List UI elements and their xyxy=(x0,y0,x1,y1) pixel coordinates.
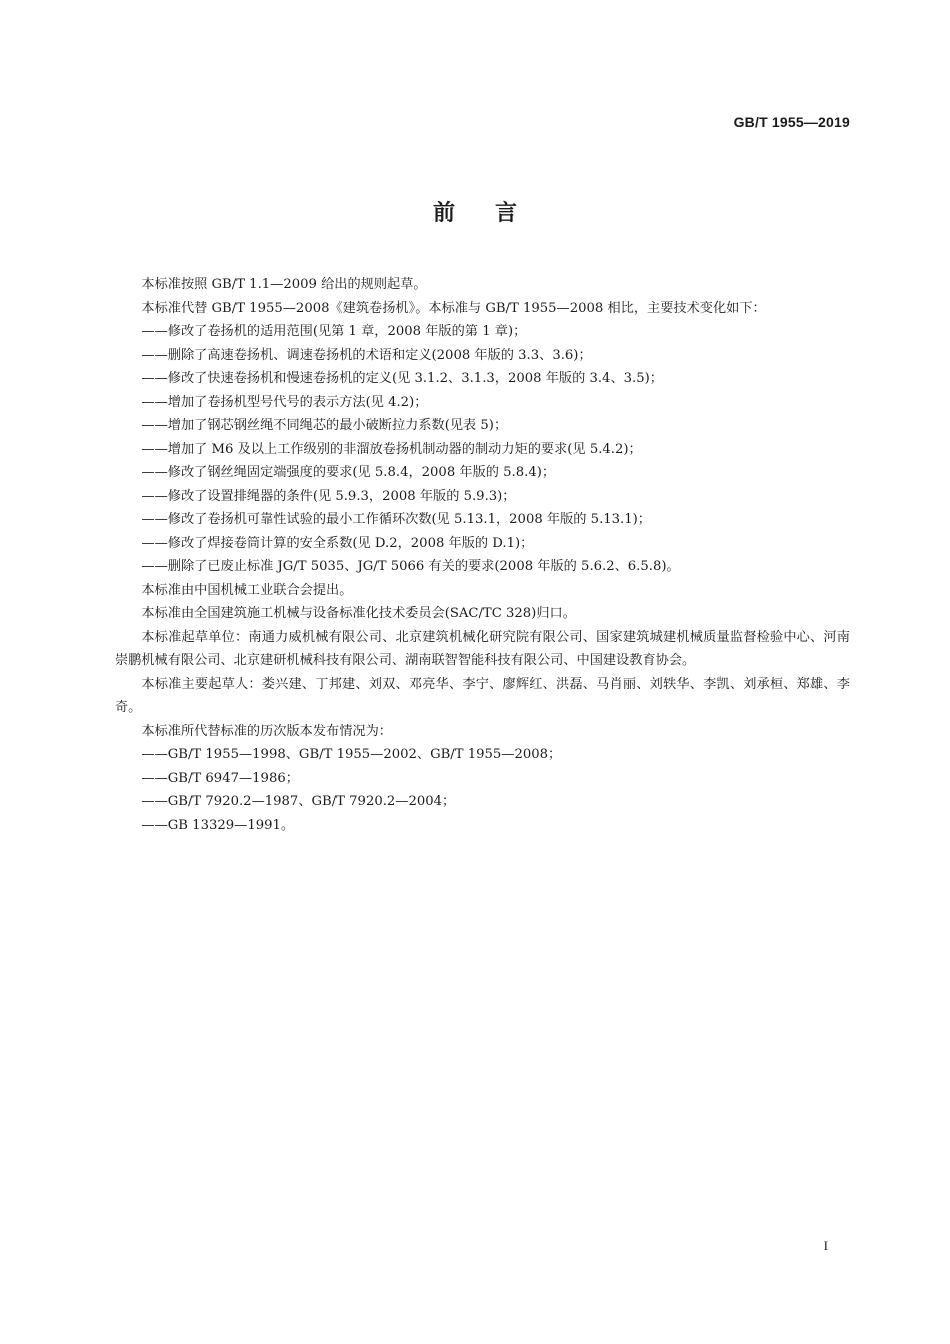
standard-code: GB/T 1955—2019 xyxy=(733,114,850,130)
change-item: ——增加了 M6 及以上工作级别的非溜放卷扬机制动器的制动力矩的要求(见 5.4.2)； xyxy=(141,441,642,457)
change-item: ——修改了钢丝绳固定端强度的要求(见 5.8.4，2008 年版的 5.8.4)； xyxy=(141,465,556,480)
change-item: ——修改了设置排绳器的条件(见 5.9.3，2008 年版的 5.9.3)； xyxy=(141,488,516,504)
paragraph-proposer: 本标准由中国机械工业联合会提出。 xyxy=(141,582,353,598)
history-item: ——GB/T 1955—1998、GB/T 1955—2002、GB/T 1955—2008； xyxy=(141,747,562,762)
change-item: ——删除了已废止标准 JG/T 5035、JG/T 5066 有关的要求(2008 年版的 5.6.2、6.5.8)。 xyxy=(141,559,680,574)
paragraph-history-intro: 本标准所代替标准的历次版本发布情况为： xyxy=(141,723,392,739)
change-item: ——修改了卷扬机可靠性试验的最小工作循环次数(见 5.13.1，2008 年版的 5.13.1)； xyxy=(141,512,651,527)
history-item: ——GB/T 6947—1986； xyxy=(141,770,299,786)
paragraph-drafters: 本标准主要起草人：娄兴建、丁邦建、刘双、邓亮华、李宁、廖辉红、洪磊、马肖丽、刘轶华、李凯、刘承桓、郑雄、李奇。 xyxy=(115,676,850,715)
change-item: ——增加了卷扬机型号代号的表示方法(见 4.2)； xyxy=(141,394,428,410)
change-item: ——修改了快速卷扬机和慢速卷扬机的定义(见 3.1.2、3.1.3，2008 年版的 3.4、3.5)； xyxy=(141,371,663,386)
history-item: ——GB/T 7920.2—1987、GB/T 7920.2—2004； xyxy=(141,794,456,809)
changes-list xyxy=(115,320,850,579)
history-list xyxy=(115,743,850,837)
paragraph-technical-committee: 本标准由全国建筑施工机械与设备标准化技术委员会(SAC/TC 328)归口。 xyxy=(141,606,576,621)
page-title: 前言 xyxy=(432,201,557,226)
paragraph-drafting-units: 本标准起草单位：南通力威机械有限公司、北京建筑机械化研究院有限公司、国家建筑城建机械质量监督检验中心、河南崇鹏机械有限公司、北京建研机械科技有限公司、湖南联智智能科技有限公司、中国建设教育协会。 xyxy=(115,629,850,668)
foreword-body xyxy=(115,273,850,837)
page-number: I xyxy=(823,1238,828,1253)
paragraph-replacement: 本标准代替 GB/T 1955—2008《建筑卷扬机》。本标准与 GB/T 1955—2008 相比，主要技术变化如下： xyxy=(141,300,766,316)
change-item: ——修改了卷扬机的适用范围(见第 1 章，2008 年版的第 1 章)； xyxy=(141,324,527,339)
change-item: ——删除了高速卷扬机、调速卷扬机的术语和定义(2008 年版的 3.3、3.6)； xyxy=(141,347,592,363)
paragraph-drafting-rules: 本标准按照 GB/T 1.1—2009 给出的规则起草。 xyxy=(141,277,427,292)
history-item: ——GB 13329—1991。 xyxy=(141,817,295,833)
change-item: ——修改了焊接卷筒计算的安全系数(见 D.2，2008 年版的 D.1)； xyxy=(141,535,534,551)
change-item: ——增加了钢芯钢丝绳不同绳芯的最小破断拉力系数(见表 5)； xyxy=(141,418,508,433)
